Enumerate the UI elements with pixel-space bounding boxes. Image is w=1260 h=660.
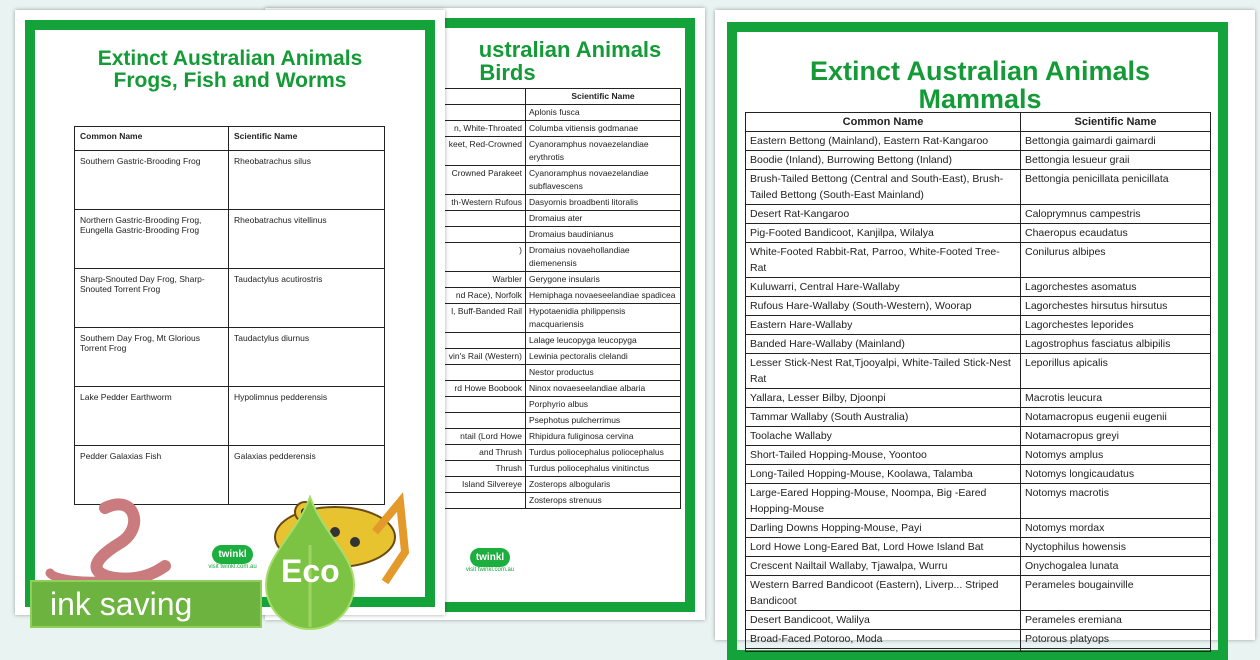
scientific-name-cell: Taudactylus acutirostris <box>229 269 385 328</box>
common-name-cell: Pig-Footed Bandicoot, Kanjilpa, Wilalya <box>746 224 1021 243</box>
table-row <box>746 427 1211 446</box>
common-name-cell: vin's Rail (Western) <box>296 349 526 365</box>
frogs-title: Extinct Australian Animals Frogs, Fish and Worms <box>97 47 363 93</box>
scientific-name-cell: Rheobatrachus vitellinus <box>229 210 385 269</box>
common-name-cell: Lesser Stick-Nest Rat,Tjooyalpi, White-Tailed Stick-Nest Rat <box>746 354 1021 389</box>
table-row <box>75 387 385 446</box>
scientific-name-cell: Porphyrio albus <box>526 397 681 413</box>
birds-title: ustralian Animals Birds <box>478 37 662 86</box>
scientific-name-cell: Bettongia lesueur graii <box>1021 151 1211 170</box>
common-name-cell: Rufous Hare-Wallaby (South-Western), Woorap <box>746 297 1021 316</box>
scientific-name-cell: Dromaius ater <box>526 211 681 227</box>
scientific-name-cell: Turdus poliocephalus poliocephalus <box>526 445 681 461</box>
common-name-cell: nd Race), Norfolk <box>296 288 526 304</box>
common-name-cell: White-Footed Rabbit-Rat, Parroo, White-Footed Tree-Rat <box>746 243 1021 278</box>
table-row <box>746 519 1211 538</box>
frogs-page <box>15 10 445 615</box>
table-row <box>746 151 1211 170</box>
table-row <box>746 465 1211 484</box>
scientific-name-cell: Lagostrophus fasciatus albipilis <box>1021 335 1211 354</box>
mammals-page <box>715 10 1255 645</box>
common-name-cell: Toolache Wallaby <box>746 427 1021 446</box>
scientific-name-cell: Lagorchestes hirsutus hirsutus <box>1021 297 1211 316</box>
table-row <box>75 328 385 387</box>
common-name-cell: Island Silvereye <box>296 477 526 493</box>
table-row <box>746 446 1211 465</box>
common-name-cell: Southern Day Frog, Mt Glorious Torrent Frog <box>75 328 229 387</box>
table-row <box>746 611 1211 630</box>
common-name-cell: rd Howe Boobook <box>296 381 526 397</box>
common-name-cell: Southern Gastric-Brooding Frog <box>75 151 229 210</box>
common-name-cell: Desert Bandicoot, Walilya <box>746 611 1021 630</box>
scientific-name-cell: Dasyornis broadbenti litoralis <box>526 195 681 211</box>
common-name-cell: Darling Downs Hopping-Mouse, Payi <box>746 519 1021 538</box>
birds-table: Scientific Name Aplonis fusca n, White-Throated Columba vitiensis godmanae keet, Red-Crowned Cyanoramphus novaezelandiae erythrotis Crowned Parakeet Cyanoramphus novaezelandiae subflavescens th-Western Rufous Dasyornis broadbenti litoralis Dromaius ater Dromaius baudinianus ) Dromaius novaehollandiae diemenensis Warbler Gerygone insularis nd Race), Norfolk Hemiphaga novaeseelandiae spadicea l, Buff-Banded Rail Hypotaenidia philippensis macquariensis Lalage leucopyga leucopyga vin's Rail (Western) Lewinia pectoralis clelandi Nestor productus rd Howe Boobook Ninox novaeseelandiae albaria Porphyrio albus Psephotus pulcherrimus ntail (Lord Howe Rhipidura fuliginosa cervina and Thrush Turdus poliocephalus poliocephalus Thrush Turdus poliocephalus vinitinctus Island Silvereye Zosterops albogularis Zosterops strenuus <box>295 88 681 509</box>
scientific-name-cell: Potorous platyops <box>1021 630 1211 649</box>
common-name-cell: Boodie (Inland), Burrowing Bettong (Inland) <box>746 151 1021 170</box>
common-name-cell <box>746 649 1021 652</box>
scientific-name-cell: Turdus poliocephalus vinitinctus <box>526 461 681 477</box>
common-name-cell: Short-Tailed Hopping-Mouse, Yoontoo <box>746 446 1021 465</box>
scientific-name-cell: Hypolimnus pedderensis <box>229 387 385 446</box>
common-name-cell: Northern Gastric-Brooding Frog, Eungella Gastric-Brooding Frog <box>75 210 229 269</box>
mammals-table: Common Name Scientific Name Eastern Bettong (Mainland), Eastern Rat-Kangaroo Bettongia gaimardi gaimardi Boodie (Inland), Burrowing Bettong (Inland) Bettongia lesueur graii Brush-Tailed Bettong (Central and South-East), Brush-Tailed Bettong (South-East Mainland) Bettongia penicillata penicillata Desert Rat-Kangaroo Caloprymnus campestris Pig-Footed Bandicoot, Kanjilpa, Wilalya Chaeropus ecaudatus White-Footed Rabbit-Rat, Parroo, White-Footed Tree-Rat Conilurus albipes Kuluwarri, Central Hare-Wallaby Lagorchestes asomatus Rufous Hare-Wallaby (South-Western), Woorap Lagorchestes hirsutus hirsutus Eastern Hare-Wallaby Lagorchestes leporides Banded Hare-Wallaby (Mainland) Lagostrophus fasciatus albipilis Lesser Stick-Nest Rat,Tjooyalpi, White-Tailed Stick-Nest Rat Leporillus apicalis Yallara, Lesser Bilby, Djoonpi Macrotis leucura Tammar Wallaby (South Australia) Notamacropus eugenii eugenii Toolache Wallaby Notamacropus greyi Short-Tailed Hopping-Mouse, Yoontoo Notomys amplus Long-Tailed Hopping-Mouse, Koolawa, Talamba Notomys longicaudatus Large-Eared Hopping-Mouse, Noompa, Big -Eared Hopping-Mouse Notomys macrotis Darling Downs Hopping-Mouse, Payi Notomys mordax Lord Howe Long-Eared Bat, Lord Howe Island Bat Nyctophilus howensis Crescent Nailtail Wallaby, Tjawalpa, Wurru Onychogalea lunata Western Barred Bandicoot (Eastern), Liverp... Striped Bandicoot Perameles bougainville Desert Bandicoot, Walilya Perameles eremiana Broad-Faced Potoroo, Moda Potorous platyops <box>745 112 1211 652</box>
scientific-name-cell: Notomys amplus <box>1021 446 1211 465</box>
table-row <box>746 224 1211 243</box>
common-name-cell: Tammar Wallaby (South Australia) <box>746 408 1021 427</box>
scientific-name-cell: Conilurus albipes <box>1021 243 1211 278</box>
scientific-name-cell: Rheobatrachus silus <box>229 151 385 210</box>
scientific-name-cell: Taudactylus diurnus <box>229 328 385 387</box>
table-row <box>746 538 1211 557</box>
common-name-cell: Broad-Faced Potoroo, Moda <box>746 630 1021 649</box>
scientific-name-cell: Caloprymnus campestris <box>1021 205 1211 224</box>
eco-label: Eco <box>281 553 340 589</box>
common-name-cell: Large-Eared Hopping-Mouse, Noompa, Big -Eared Hopping-Mouse <box>746 484 1021 519</box>
table-row <box>746 576 1211 611</box>
common-name-cell: Long-Tailed Hopping-Mouse, Koolawa, Talamba <box>746 465 1021 484</box>
table-row <box>746 354 1211 389</box>
scientific-name-cell: Cyanoramphus novaezelandiae erythrotis <box>526 137 681 166</box>
table-row <box>746 132 1211 151</box>
common-name-cell: Eastern Bettong (Mainland), Eastern Rat-Kangaroo <box>746 132 1021 151</box>
scientific-name-cell: Lalage leucopyga leucopyga <box>526 333 681 349</box>
scientific-name-cell: Lagorchestes asomatus <box>1021 278 1211 297</box>
common-name-cell: th-Western Rufous <box>296 195 526 211</box>
scientific-name-cell: Bettongia gaimardi gaimardi <box>1021 132 1211 151</box>
scientific-name-cell: Chaeropus ecaudatus <box>1021 224 1211 243</box>
table-row <box>746 243 1211 278</box>
common-name-cell: l, Buff-Banded Rail <box>296 304 526 333</box>
common-name-cell: ) <box>296 243 526 272</box>
table-row <box>746 649 1211 652</box>
scientific-name-cell: Nestor productus <box>526 365 681 381</box>
scientific-name-cell: Zosterops albogularis <box>526 477 681 493</box>
twinkl-logo: twinkl visit twinkl.com.au <box>465 548 515 573</box>
common-name-cell: Desert Rat-Kangaroo <box>746 205 1021 224</box>
ink-saving-badge: ink saving <box>30 580 262 628</box>
common-name-cell: Yallara, Lesser Bilby, Djoonpi <box>746 389 1021 408</box>
common-name-cell: Thrush <box>296 461 526 477</box>
scientific-name-cell: Dromaius baudinianus <box>526 227 681 243</box>
scientific-name-cell: Rhipidura fuliginosa cervina <box>526 429 681 445</box>
scientific-name-cell: Perameles bougainville <box>1021 576 1211 611</box>
table-row <box>746 170 1211 205</box>
common-name-cell: Eastern Hare-Wallaby <box>746 316 1021 335</box>
table-row <box>746 389 1211 408</box>
common-name-cell: Lake Pedder Earthworm <box>75 387 229 446</box>
table-row <box>746 408 1211 427</box>
scientific-name-cell: Lewinia pectoralis clelandi <box>526 349 681 365</box>
scientific-name-cell: Onychogalea lunata <box>1021 557 1211 576</box>
common-name-cell: Western Barred Bandicoot (Eastern), Liverp... Striped Bandicoot <box>746 576 1021 611</box>
table-row <box>746 630 1211 649</box>
scientific-name-cell <box>1021 649 1211 652</box>
scientific-name-cell: Gerygone insularis <box>526 272 681 288</box>
common-name-cell: and Thrush <box>296 445 526 461</box>
common-name-cell: Banded Hare-Wallaby (Mainland) <box>746 335 1021 354</box>
table-row <box>75 151 385 210</box>
scientific-name-cell: Psephotus pulcherrimus <box>526 413 681 429</box>
scientific-name-cell: Notamacropus eugenii eugenii <box>1021 408 1211 427</box>
common-name-cell: Lord Howe Long-Eared Bat, Lord Howe Island Bat <box>746 538 1021 557</box>
twinkl-logo: twinkl visit twinkl.com.au <box>205 545 260 570</box>
scientific-name-cell: Notomys macrotis <box>1021 484 1211 519</box>
table-row <box>746 557 1211 576</box>
common-name-cell: ntail (Lord Howe <box>296 429 526 445</box>
common-name-cell: Warbler <box>296 272 526 288</box>
common-name-cell: Pedder Galaxias Fish <box>75 446 229 505</box>
scientific-name-cell: Dromaius novaehollandiae diemenensis <box>526 243 681 272</box>
common-name-cell: Brush-Tailed Bettong (Central and South-East), Brush-Tailed Bettong (South-East Mainland) <box>746 170 1021 205</box>
table-row <box>75 269 385 328</box>
mammals-title: Extinct Australian Animals Mammals <box>809 56 1151 115</box>
scientific-name-cell: Cyanoramphus novaezelandiae subflavescens <box>526 166 681 195</box>
scientific-name-cell: Leporillus apicalis <box>1021 354 1211 389</box>
common-name-cell: Crowned Parakeet <box>296 166 526 195</box>
scientific-name-cell: Perameles eremiana <box>1021 611 1211 630</box>
common-name-cell: n, White-Throated <box>296 121 526 137</box>
table-row <box>746 205 1211 224</box>
table-row <box>746 335 1211 354</box>
scientific-name-cell: Zosterops strenuus <box>526 493 681 509</box>
scientific-name-cell: Bettongia penicillata penicillata <box>1021 170 1211 205</box>
common-name-cell: Kuluwarri, Central Hare-Wallaby <box>746 278 1021 297</box>
common-name-cell: keet, Red-Crowned <box>296 137 526 166</box>
scientific-name-cell: Hypotaenidia philippensis macquariensis <box>526 304 681 333</box>
scientific-name-cell: Notomys mordax <box>1021 519 1211 538</box>
scientific-name-cell: Columba vitiensis godmanae <box>526 121 681 137</box>
table-row <box>746 297 1211 316</box>
scientific-name-cell: Lagorchestes leporides <box>1021 316 1211 335</box>
common-name-cell: Crescent Nailtail Wallaby, Tjawalpa, Wurru <box>746 557 1021 576</box>
table-row <box>746 278 1211 297</box>
scientific-name-cell: Hemiphaga novaeseelandiae spadicea <box>526 288 681 304</box>
scientific-name-cell: Notomys longicaudatus <box>1021 465 1211 484</box>
table-row <box>746 484 1211 519</box>
scientific-name-cell: Notamacropus greyi <box>1021 427 1211 446</box>
table-row <box>75 210 385 269</box>
scientific-name-cell: Macrotis leucura <box>1021 389 1211 408</box>
common-name-cell: Sharp-Snouted Day Frog, Sharp-Snouted Torrent Frog <box>75 269 229 328</box>
frogs-table: Common Name Scientific Name Southern Gastric-Brooding Frog Rheobatrachus silus Northern Gastric-Brooding Frog, Eungella Gastric-Brooding Frog Rheobatrachus vitellinus Sharp-Snouted Day Frog, Sharp-Snouted Torrent Frog Taudactylus acutirostris Southern Day Frog, Mt Glorious Torrent Frog Taudactylus diurnus Lake Pedder Earthworm Hypolimnus pedderensis Pedder Galaxias Fish Galaxias pedderensis <box>74 126 385 505</box>
scientific-name-cell: Nyctophilus howensis <box>1021 538 1211 557</box>
table-row <box>746 316 1211 335</box>
scientific-name-cell: Aplonis fusca <box>526 105 681 121</box>
scientific-name-cell: Ninox novaeseelandiae albaria <box>526 381 681 397</box>
scientific-name-cell: Galaxias pedderensis <box>229 446 385 505</box>
